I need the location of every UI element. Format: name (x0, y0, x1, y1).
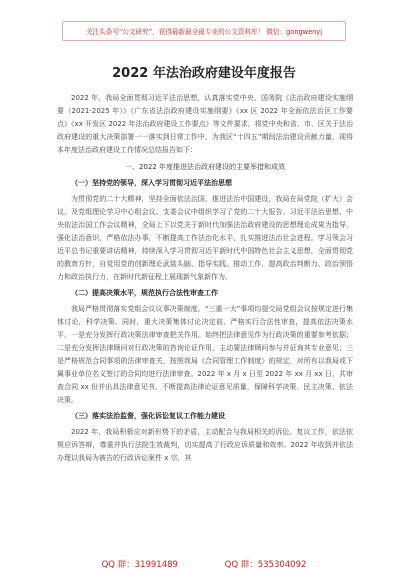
document-body (57, 92, 353, 468)
paragraph-1: 为贯彻党的二十大精神，坚持全面依法治国，推进法治中国建设，我局在局党院（扩大）会议、及党组理论学习中心组会议、支委会议中组织学习了党的二十大报告、习近平法治思想、中央依法治国工作会议精神，全局上下以党关于新时代加强法治政府建设的思想理论成果为指导，强化法治意识，严格依法办事，不断提高工作法治化水平，扎实推进法治社会进程。学习领会习近平总书记重要讲话精神，持续深入学习贯彻习近平新时代中国特色社会主义思想，全面贯彻党的教育方针，自觉用党的创新理论武装头脑、指导实践、推动工作，提高政治判断力、政治领悟力和政治执行力，在新时代新征程上展现新气象新作为。 (57, 195, 353, 281)
page-title: 2022 年法治政府建设年度报告 (112, 66, 296, 81)
paragraph-2: 我局严格贯彻落实党组会议议事决策制度，“三重一大”事项均提交局党组会议按规定进行集体讨论，科学决策、同时，重大决策集体讨论决定前、严格实行合法性审查，提高依法决策水平。一是充分发挥行政决策法律审查把关作用。始终把法律意见作为行政决策的重要参考依据；二是充分发挥法律顾问对行政决策的咨询论证作用，主动要法律顾问参与并征询其专业意见；三是严格规范合同事项的法律审查关，按照我局《合同管理工作制度》的规定，对所有以我局或下属事业单位名义签订的合同均进行法律审查。2022 年 x 月 x 日至 2022 年 xx 月 xx 日，共审查合同 xx 份并出具法律意见书，不断提高法律论证意见质量，保障科学决策、民主决策、依法决策。 (57, 305, 353, 404)
intro-paragraph: 2022 年，我局全面贯彻习近平法治思想，认真落实党中央、国务院《法治政府建设实施纲要（2021-2025 年）》《广东省法治政府建设实施纲要》《xx 区 2022 年全面依法治区工作要点》《xx 开发区 2022 年法治政府建设工作要点》等文件要求，将党中央和省、市、区关于法治政府建设的重大决策部署一一落实到日常工作中，为我区“十四五”期间法治建设贡献力量，现将本年度法治政府建设工作情况总结报告如下： (57, 94, 353, 154)
subsection-heading-1: （一）坚持党的领导，深入学习贯彻习近平法治思想 (71, 179, 232, 187)
subsection-heading-3: （三）落实法治监督，强化诉讼复议工作能力建设 (71, 412, 225, 420)
footer-contacts (0, 558, 408, 570)
footer-qq-2: QQ 群：535304092 (224, 560, 307, 570)
subsection-heading-2: （二）提高决策水平，规范执行合法性审查工作 (71, 289, 218, 297)
section-heading: 一、2022 年度推进法治政府建设的主要举措和成效 (124, 163, 286, 171)
footer-qq-1: QQ 群：31991489 (101, 560, 178, 570)
promo-banner: 关注头条号“公文研究”，获得最新最全最专业的公文资料库！ 微信：gongwenyj (62, 21, 346, 41)
paragraph-3: 2022 年，我局积极应对新形势下的矛盾，主动配合与我局相关的诉讼、复议工作，依法依规应诉答辩，尊重并执行法院生效裁判，切实提高了行政应诉质量和效率。2022 年收到并依法办理以我局为被告的行政诉讼案件 x 宗，其 (57, 428, 353, 462)
